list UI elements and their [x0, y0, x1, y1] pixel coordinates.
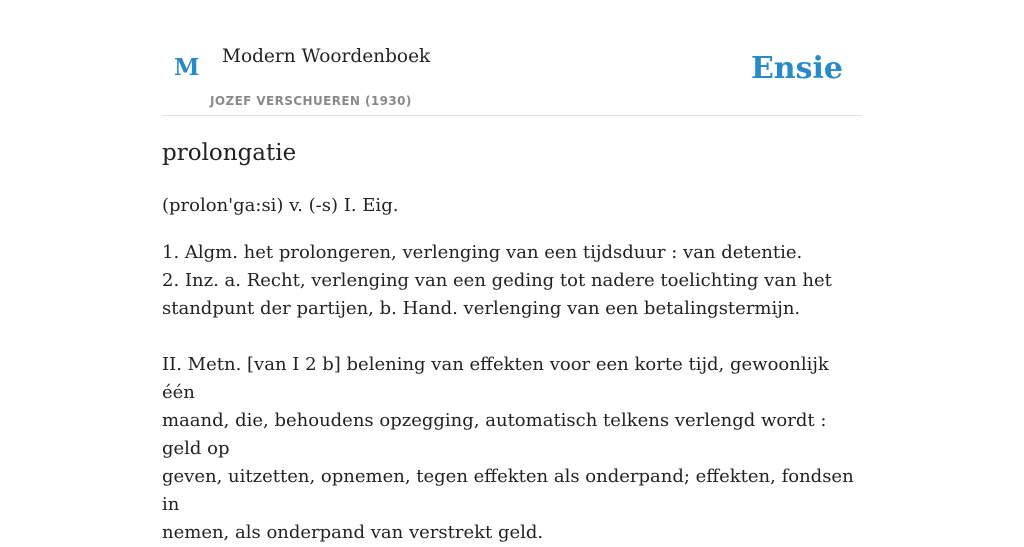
sense-ii-line-1: II. Metn. [van I 2 b] belening van effekten voor een korte tijd, gewoonlijk één: [162, 354, 829, 403]
sense-ii-line-2: maand, die, behoudens opzegging, automatisch telkens verlengd wordt : geld op: [162, 410, 827, 459]
dictionary-author: JOZEF VERSCHUEREN (1930): [210, 94, 412, 108]
dictionary-title[interactable]: Modern Woordenboek: [222, 46, 431, 67]
headword: prolongatie: [162, 140, 297, 166]
dictionary-logo-icon[interactable]: M: [174, 54, 200, 81]
sense-1: 1. Algm. het prolongeren, verlenging van een tijdsduur : van detentie.: [162, 242, 803, 263]
sense-ii-line-4: nemen, als onderpand van verstrekt geld.: [162, 522, 544, 543]
sense-2-line-1: 2. Inz. a. Recht, verlenging van een geding tot nadere toelichting van het: [162, 270, 832, 291]
sense-2-line-2: standpunt der partijen, b. Hand. verlenging van een betalingstermijn.: [162, 298, 801, 319]
dictionary-header: [162, 0, 862, 116]
ensie-brand-link[interactable]: Ensie: [750, 51, 843, 86]
pronunciation: (prolon'ga:si) v. (-s) I. Eig.: [162, 195, 399, 216]
paragraph-gap: [162, 323, 862, 351]
entry-definition: [162, 192, 862, 547]
entry-card: [162, 0, 862, 543]
sense-ii-line-3: geven, uitzetten, opnemen, tegen effekten als onderpand; effekten, fondsen in: [162, 466, 854, 515]
